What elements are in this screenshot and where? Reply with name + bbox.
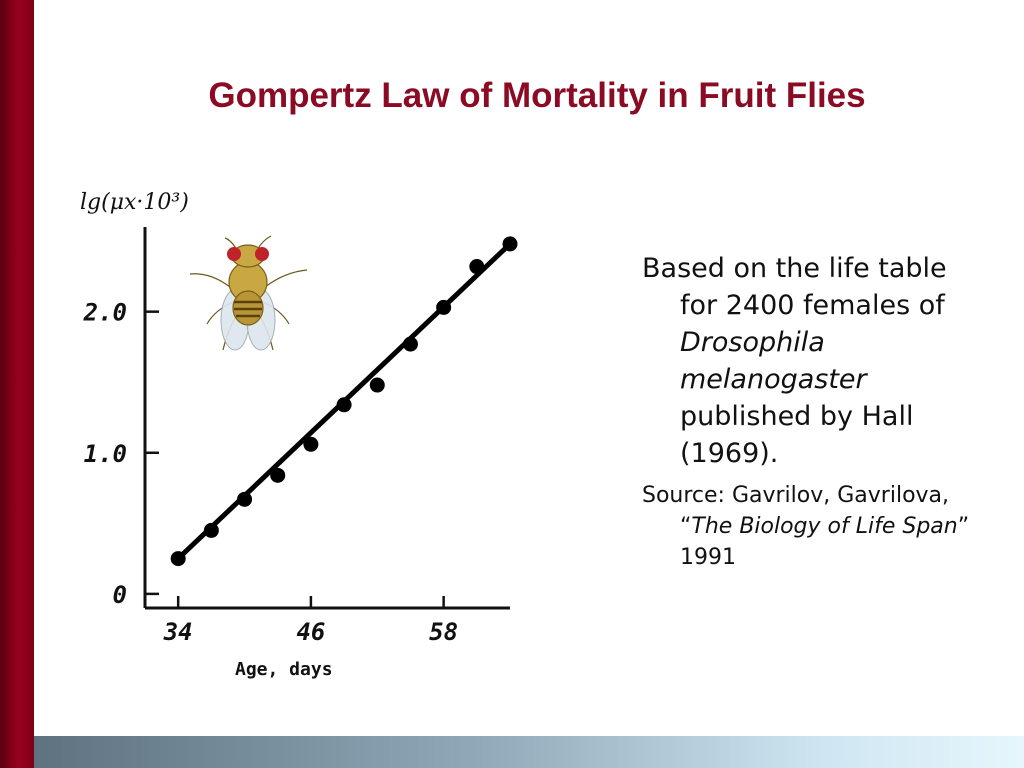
y-tick-label: 1.0 xyxy=(83,439,127,468)
data-point xyxy=(171,551,186,566)
y-tick-label: 0 xyxy=(112,580,127,609)
bottom-gradient-bar xyxy=(34,736,1024,768)
slide-title: Gompertz Law of Mortality in Fruit Flies xyxy=(208,76,866,115)
data-point xyxy=(237,492,252,507)
data-point xyxy=(303,437,318,452)
x-tick-label: 34 xyxy=(163,618,193,646)
description-text-b: published by Hall (1969). xyxy=(680,401,914,469)
data-point xyxy=(403,337,418,352)
data-point xyxy=(469,259,484,274)
source-text-a: Source: Gavrilov, Gavrilova, “ xyxy=(642,483,950,539)
book-title: The Biology of Life Span xyxy=(691,514,958,539)
species-name: Drosophila melanogaster xyxy=(680,327,867,395)
x-axis-title: Age, days xyxy=(235,659,333,680)
x-tick-label: 46 xyxy=(296,618,326,646)
data-point xyxy=(436,300,451,315)
y-axis-title xyxy=(80,190,189,215)
x-tick-label: 58 xyxy=(429,618,459,646)
y-axis-title-text: lg(μx·10³) xyxy=(80,190,189,215)
data-point xyxy=(337,397,352,412)
fruit-fly-icon xyxy=(185,232,310,354)
description-paragraph xyxy=(642,250,972,472)
data-point xyxy=(204,523,219,538)
data-point xyxy=(370,378,385,393)
description-panel xyxy=(642,250,972,573)
mortality-chart xyxy=(70,165,550,695)
data-point xyxy=(503,236,518,251)
data-point xyxy=(270,468,285,483)
description-text-a: Based on the life table for 2400 females of xyxy=(642,253,947,321)
source-text-b: ” 1991 xyxy=(680,514,970,570)
y-tick-label: 2.0 xyxy=(83,298,127,327)
source-paragraph xyxy=(642,480,972,573)
